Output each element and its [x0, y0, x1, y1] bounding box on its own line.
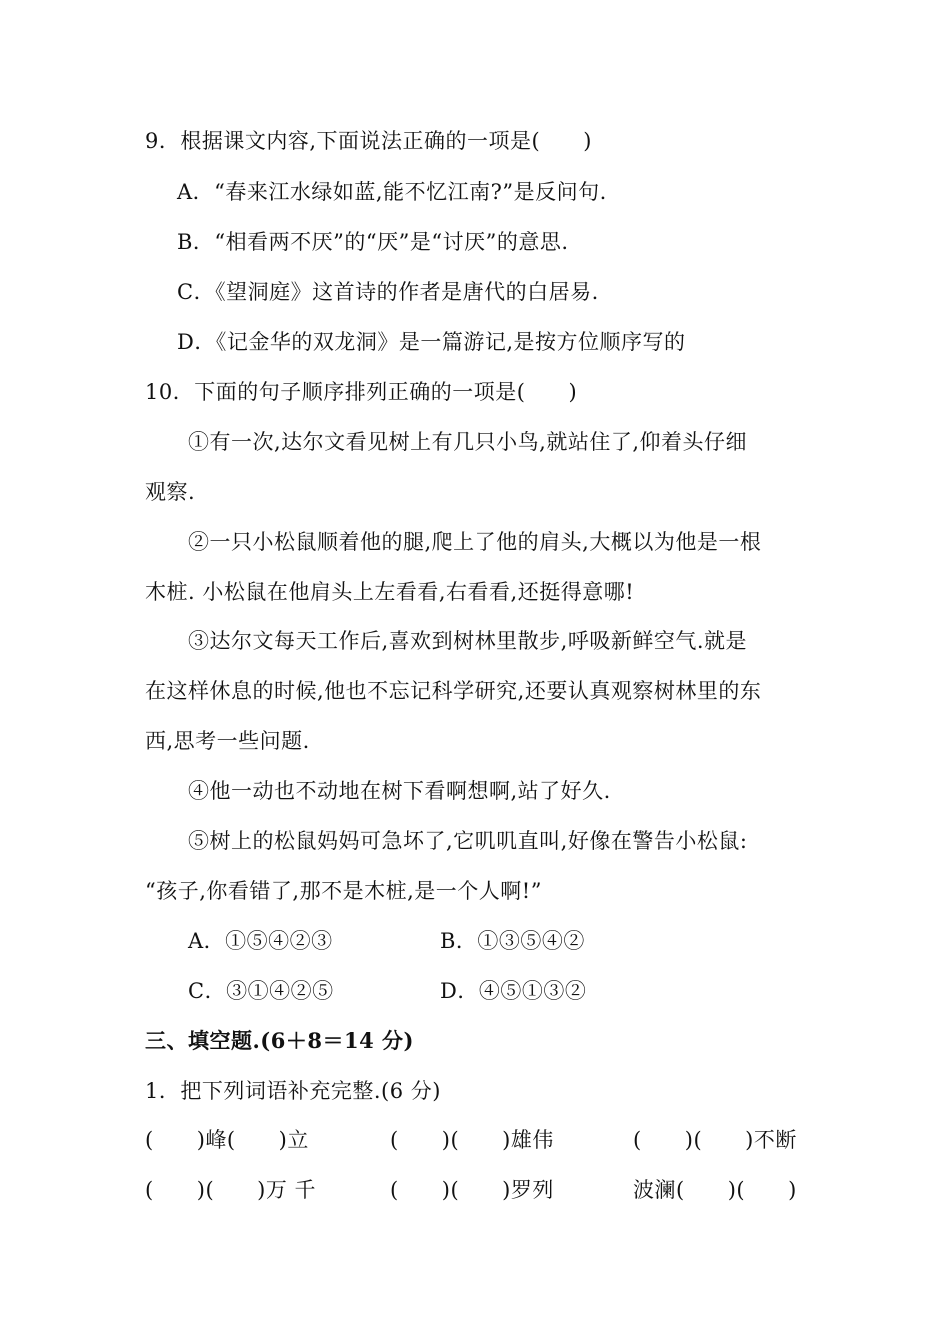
q10-option-a: A．①⑤④②③ — [188, 929, 333, 953]
q10-sentence-2: ②一只小松鼠顺着他的腿,爬上了他的肩头,大概以为他是一根 — [188, 530, 762, 554]
q10-sentence-5-cont: “孩子,你看错了,那不是木桩,是一个人啊!” — [145, 879, 542, 903]
q9-option-a: A．“春来江水绿如蓝,能不忆江南?”是反问句. — [177, 180, 607, 204]
fill-row1-item1: ( )峰( )立 — [145, 1128, 309, 1152]
fill-row1-item3: ( )( )不断 — [633, 1128, 797, 1152]
q10-option-b: B．①③⑤④② — [440, 929, 585, 953]
q10-sentence-4: ④他一动也不动地在树下看啊想啊,站了好久. — [188, 779, 611, 803]
q10-option-d: D．④⑤①③② — [440, 979, 587, 1003]
q9-option-d: D．《记金华的双龙洞》是一篇游记,是按方位顺序写的 — [177, 330, 686, 354]
q10-sentence-2-cont: 木桩. 小松鼠在他肩头上左看看,右看看,还挺得意哪! — [145, 580, 635, 604]
q10-sentence-5: ⑤树上的松鼠妈妈可急坏了,它叽叽直叫,好像在警告小松鼠: — [188, 829, 748, 853]
fill-row2-item1: ( )( )万 千 — [145, 1178, 317, 1202]
fill-row2-item3: 波澜( )( ) — [633, 1178, 797, 1202]
q10-sentence-3: ③达尔文每天工作后,喜欢到树林里散步,呼吸新鲜空气.就是 — [188, 629, 748, 653]
q9-stem: 9．根据课文内容,下面说法正确的一项是( ) — [145, 129, 592, 153]
q10-sentence-3-cont: 在这样休息的时候,他也不忘记科学研究,还要认真观察树林里的东 — [145, 679, 762, 703]
q10-stem: 10．下面的句子顺序排列正确的一项是( ) — [145, 380, 578, 404]
fill-row2-item2: ( )( )罗列 — [390, 1178, 554, 1202]
q10-sentence-1-cont: 观察. — [145, 480, 196, 504]
q9-option-b: B．“相看两不厌”的“厌”是“讨厌”的意思. — [177, 230, 569, 254]
q10-sentence-3-end: 西,思考一些问题. — [145, 729, 310, 753]
section3-q1-stem: 1．把下列词语补充完整.(6 分) — [145, 1079, 441, 1103]
q10-sentence-1: ①有一次,达尔文看见树上有几只小鸟,就站住了,仰着头仔细 — [188, 430, 748, 454]
fill-row1-item2: ( )( )雄伟 — [390, 1128, 554, 1152]
q9-option-c: C．《望洞庭》这首诗的作者是唐代的白居易. — [177, 280, 599, 304]
section3-heading: 三、填空题.(6＋8＝14 分) — [145, 1028, 414, 1053]
q10-option-c: C．③①④②⑤ — [188, 979, 334, 1003]
